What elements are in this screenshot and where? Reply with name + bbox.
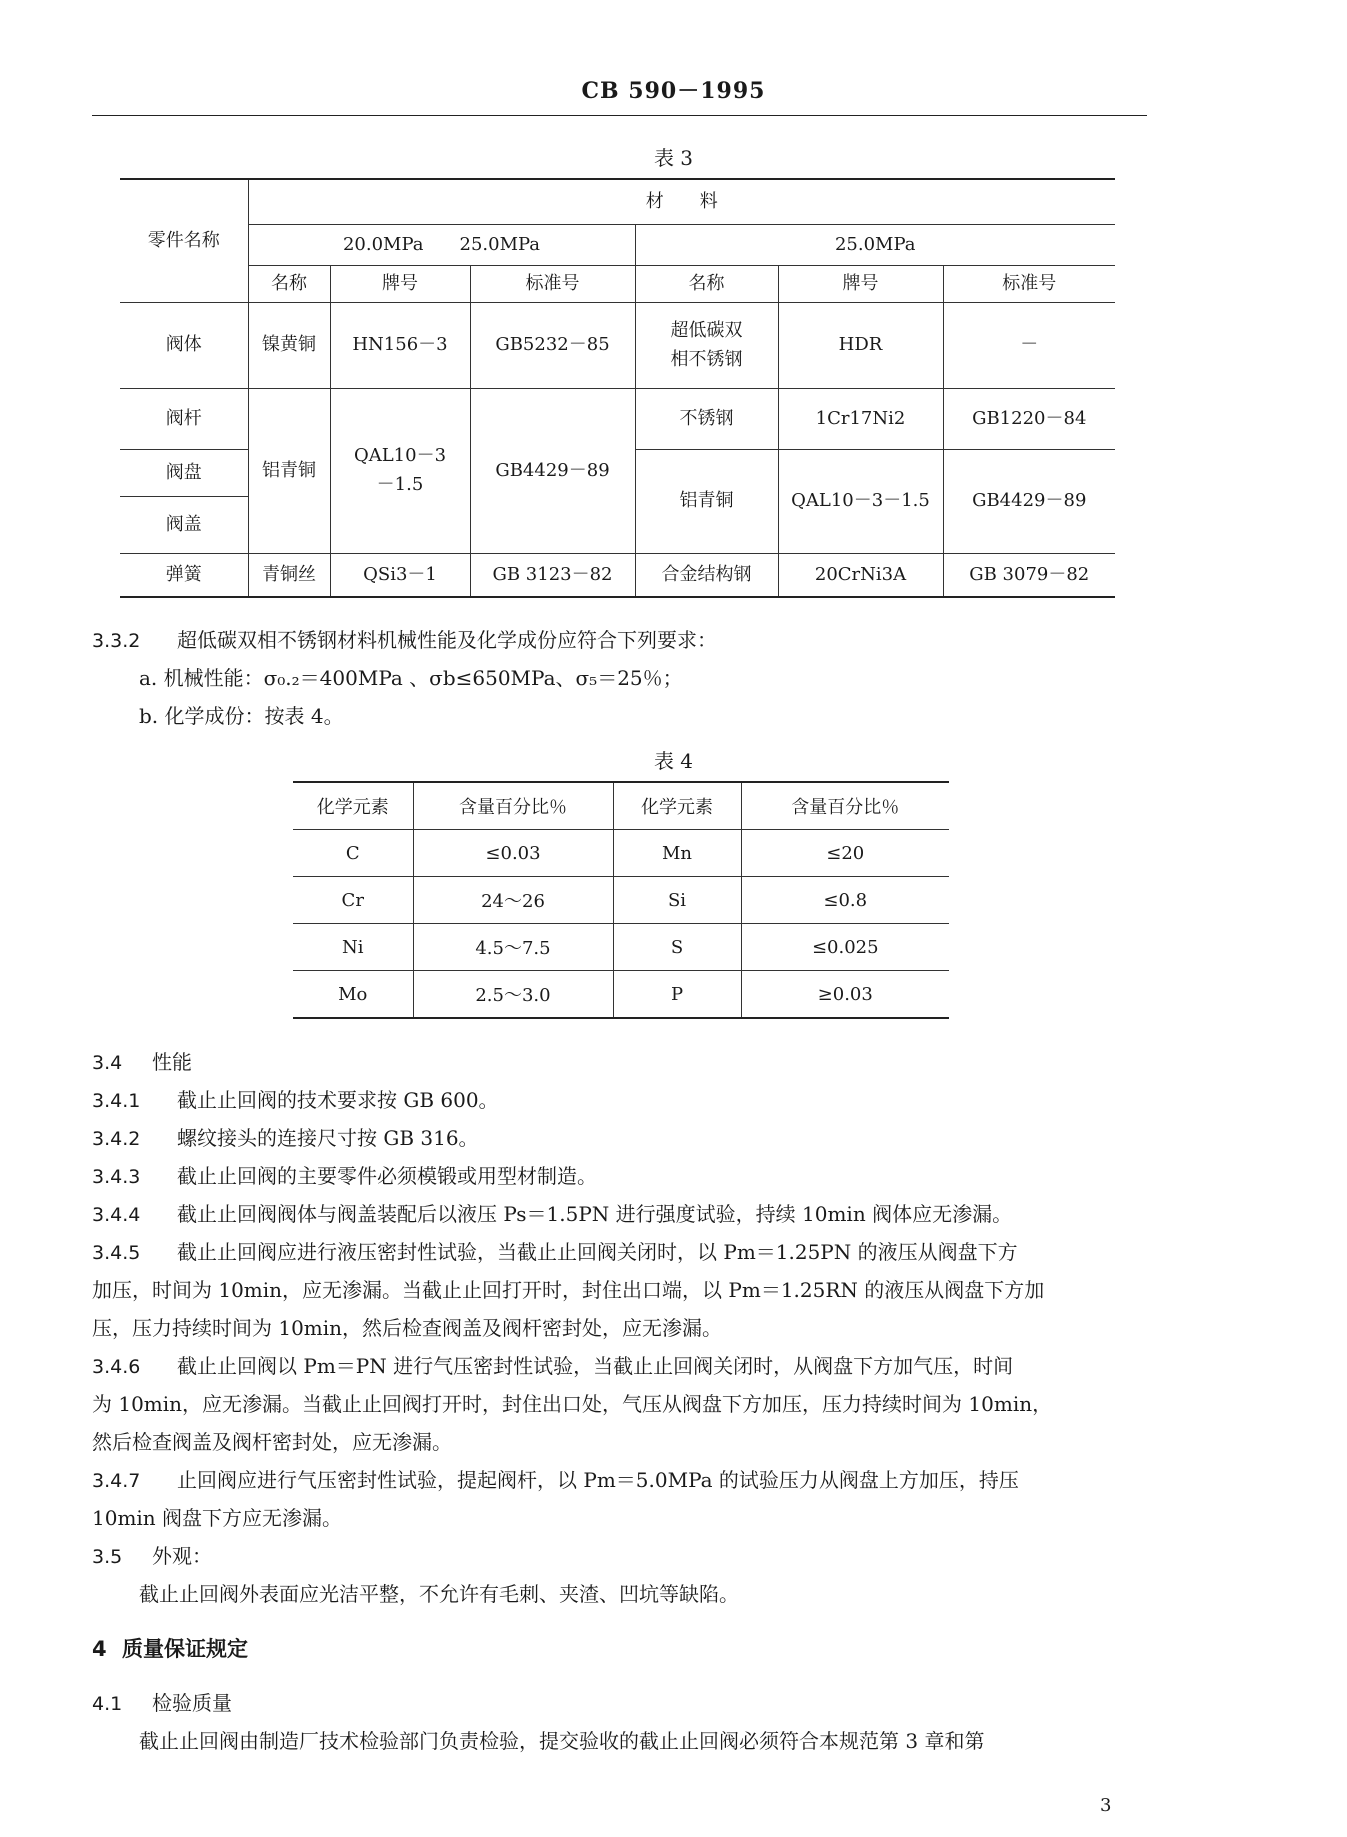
table4-header: 化学元素 (613, 782, 741, 830)
cell: GB5232－85 (470, 303, 635, 389)
clause-3-3-2-a: a. 机械性能：σ₀.₂＝400MPa 、σb≤650MPa、σ₅＝25％； (139, 666, 683, 690)
section-title: 质量保证规定 (122, 1637, 248, 1661)
clause-3-4-6-line2: 为 10min，应无渗漏。当截止止回阀打开时，封住出口处，气压从阀盘下方加压，压力持续时间为 10min， (92, 1392, 1053, 1416)
cell: － (943, 303, 1115, 389)
table-row (293, 924, 949, 971)
clause-3-4-2 (92, 1119, 479, 1158)
cell: ≤0.03 (413, 830, 613, 877)
section-3-5-heading (92, 1537, 212, 1576)
table4-header: 含量百分比％ (413, 782, 613, 830)
clause-text: 止回阀应进行气压密封性试验，提起阀杆，以 Pm＝5.0MPa 的试验压力从阀盘上方加压，持压 (177, 1468, 1019, 1492)
clause-text: 截止止回阀应进行液压密封性试验，当截止止回阀关闭时，以 Pm＝1.25PN 的液压从阀盘下方 (177, 1240, 1018, 1264)
section-number: 3.5 (92, 1546, 123, 1568)
clause-number: 3.4.5 (92, 1242, 141, 1264)
section-4-1-heading (92, 1684, 232, 1723)
cell: 24～26 (413, 877, 613, 924)
cell: 2.5～3.0 (413, 971, 613, 1019)
cell: 4.5～7.5 (413, 924, 613, 971)
clause-text: 截止止回阀的技术要求按 GB 600。 (177, 1088, 499, 1112)
section-number: 4.1 (92, 1693, 123, 1715)
cell: GB4429－89 (943, 450, 1115, 554)
cell: ≥0.03 (741, 971, 949, 1019)
section-3-5-text: 截止止回阀外表面应光洁平整，不允许有毛刺、夹渣、凹坑等缺陷。 (139, 1582, 739, 1606)
section-title: 外观： (152, 1544, 212, 1568)
table-row (293, 877, 949, 924)
clause-3-4-6-line3: 然后检查阀盖及阀杆密封处，应无渗漏。 (92, 1430, 452, 1454)
part-valve-stem: 阀杆 (120, 389, 248, 450)
clause-3-4-5-line3: 压，压力持续时间为 10min，然后检查阀盖及阀杆密封处，应无渗漏。 (92, 1316, 723, 1340)
cell: QSi3－1 (330, 554, 470, 598)
cell: 铝青铜 (635, 450, 778, 554)
section-4-heading (92, 1633, 248, 1663)
clause-text: 截止止回阀阀体与阀盖装配后以液压 Ps＝1.5PN 进行强度试验，持续 10min 阀体应无渗漏。 (177, 1202, 1013, 1226)
section-title: 性能 (152, 1050, 192, 1074)
cell: C (293, 830, 413, 877)
section-3-4-heading (92, 1043, 192, 1082)
clause-3-4-1 (92, 1081, 499, 1120)
cell: Ni (293, 924, 413, 971)
subheader-name-a: 名称 (248, 266, 330, 303)
header-rule (92, 115, 1147, 116)
subheader-name-b: 名称 (635, 266, 778, 303)
cell: 铝青铜 (248, 389, 330, 554)
cell: S (613, 924, 741, 971)
clause-3-4-4 (92, 1195, 1012, 1234)
cell: 20CrNi3A (778, 554, 943, 598)
cell: ≤20 (741, 830, 949, 877)
cell: 合金结构钢 (635, 554, 778, 598)
cell: Si (613, 877, 741, 924)
cell: Cr (293, 877, 413, 924)
cell: GB1220－84 (943, 389, 1115, 450)
clause-text: 超低碳双相不锈钢材料机械性能及化学成份应符合下列要求： (177, 628, 717, 652)
clause-3-4-5-line2: 加压，时间为 10min，应无渗漏。当截止止回打开时，封住出口端，以 Pm＝1.25RN 的液压从阀盘下方加 (92, 1278, 1045, 1302)
section-4-1-text: 截止止回阀由制造厂技术检验部门负责检验，提交验收的截止止回阀必须符合本规范第 3 章和第 (139, 1729, 985, 1753)
part-spring: 弹簧 (120, 554, 248, 598)
cell: HN156－3 (330, 303, 470, 389)
clause-3-4-5 (92, 1233, 1018, 1272)
clause-3-4-3 (92, 1157, 597, 1196)
subheader-standard-a: 标准号 (470, 266, 635, 303)
cell: Mn (613, 830, 741, 877)
material-header: 材 料 (248, 179, 1115, 225)
cell: 1Cr17Ni2 (778, 389, 943, 450)
subheader-grade-b: 牌号 (778, 266, 943, 303)
clause-number: 3.4.3 (92, 1166, 141, 1188)
pressure-group-a: 20.0MPa 25.0MPa (248, 225, 635, 266)
table4 (293, 781, 949, 1019)
cell: QAL10－3 －1.5 (330, 389, 470, 554)
page-number: 3 (1100, 1795, 1112, 1816)
clause-number: 3.4.2 (92, 1128, 141, 1150)
cell: 青铜丝 (248, 554, 330, 598)
cell: 不锈钢 (635, 389, 778, 450)
document-code: CB 590－1995 (581, 78, 766, 104)
cell: GB 3123－82 (470, 554, 635, 598)
clause-3-4-6 (92, 1347, 1013, 1386)
cell: GB4429－89 (470, 389, 635, 554)
part-valve-body: 阀体 (120, 303, 248, 389)
subheader-standard-b: 标准号 (943, 266, 1115, 303)
clause-number: 3.4.7 (92, 1470, 141, 1492)
table4-caption: 表 4 (653, 749, 694, 773)
section-number: 4 (92, 1637, 107, 1661)
table4-header: 含量百分比％ (741, 782, 949, 830)
clause-3-4-7 (92, 1461, 1019, 1500)
cell: GB 3079－82 (943, 554, 1115, 598)
cell: P (613, 971, 741, 1019)
clause-text: 截止止回阀的主要零件必须模锻或用型材制造。 (177, 1164, 597, 1188)
cell: ≤0.8 (741, 877, 949, 924)
clause-number: 3.4.4 (92, 1204, 141, 1226)
part-name-header: 零件名称 (120, 179, 248, 303)
part-valve-disc: 阀盘 (120, 450, 248, 497)
pressure-group-b: 25.0MPa (635, 225, 1115, 266)
subheader-grade-a: 牌号 (330, 266, 470, 303)
section-number: 3.4 (92, 1052, 123, 1074)
cell: 镍黄铜 (248, 303, 330, 389)
table3-caption: 表 3 (653, 146, 694, 170)
clause-3-3-2-b: b. 化学成份：按表 4。 (139, 704, 344, 728)
table-row (293, 830, 949, 877)
section-title: 检验质量 (152, 1691, 232, 1715)
clause-3-4-7-line2: 10min 阀盘下方应无渗漏。 (92, 1506, 343, 1530)
clause-3-3-2 (92, 621, 717, 660)
table3 (120, 178, 1115, 598)
part-valve-bonnet: 阀盖 (120, 497, 248, 554)
cell: 超低碳双 相不锈钢 (635, 303, 778, 389)
cell: Mo (293, 971, 413, 1019)
clause-number: 3.3.2 (92, 630, 141, 652)
clause-text: 螺纹接头的连接尺寸按 GB 316。 (177, 1126, 479, 1150)
cell: QAL10－3－1.5 (778, 450, 943, 554)
cell: HDR (778, 303, 943, 389)
clause-text: 截止止回阀以 Pm＝PN 进行气压密封性试验，当截止止回阀关闭时，从阀盘下方加气压，时间 (177, 1354, 1014, 1378)
clause-number: 3.4.6 (92, 1356, 141, 1378)
table4-header: 化学元素 (293, 782, 413, 830)
clause-number: 3.4.1 (92, 1090, 141, 1112)
table-row (293, 971, 949, 1019)
cell: ≤0.025 (741, 924, 949, 971)
